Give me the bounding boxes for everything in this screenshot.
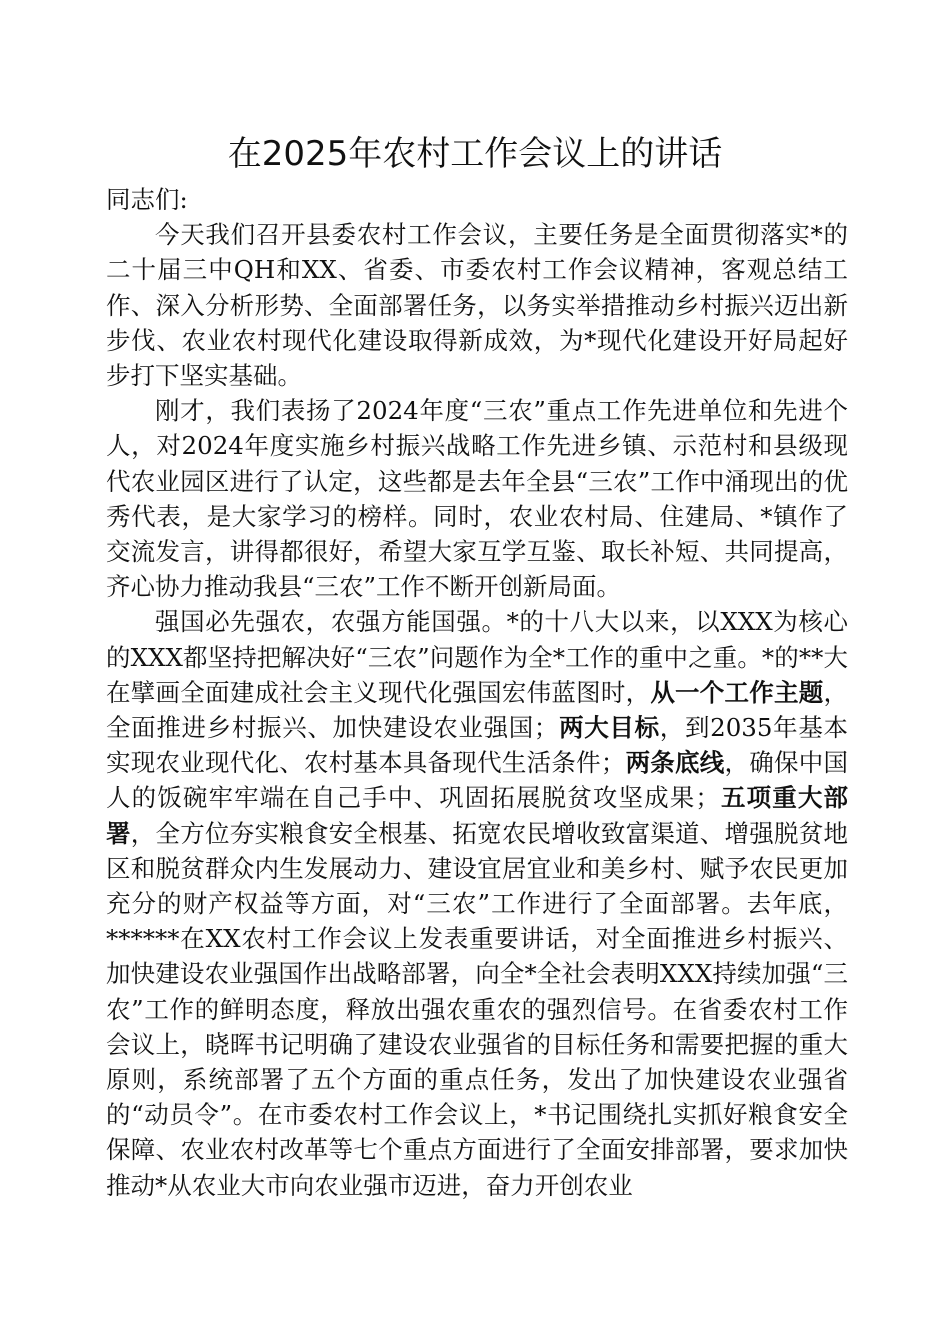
paragraph-text-segment: ，到2035年基本实现农业现代化、农村基本具备现代生活条件；	[106, 713, 848, 778]
bold-phrase-five-deployments: 五项重大部署	[106, 783, 848, 848]
bold-phrase-work-theme: 从一个工作主题	[650, 677, 824, 707]
bold-phrase-two-bottom-lines: 两条底线	[625, 748, 725, 778]
document-body	[106, 176, 848, 1203]
paragraph-opening: 今天我们召开县委农村工作会议，主要任务是全面贯彻落实*的二十届三中QH和XX、省委、市委农村工作会议精神，客观总结工作、深入分析形势、全面部署任务，以务实举措推动乡村振兴迈出新步伐、农业农村现代化建设取得新成效，为*现代化建设开好局起好步打下坚实基础。	[106, 220, 848, 391]
paragraph-text-segment: ，确保中国人的饭碗牢牢端在自己手中、巩固拓展脱贫攻坚成果；	[106, 748, 849, 813]
document-title: 在2025年农村工作会议上的讲话	[227, 134, 723, 174]
paragraph-strong-agriculture	[106, 604, 848, 1202]
greeting: 同志们:	[106, 185, 188, 214]
paragraph-commendation: 刚才，我们表扬了2024年度“三农”重点工作先进单位和先进个人，对2024年度实施乡村振兴战略工作先进乡镇、示范村和县级现代农业园区进行了认定，这些都是去年全县“三农”工作中涌现出的优秀代表，是大家学习的榜样。同时，农业农村局、住建局、*镇作了交流发言，讲得都很好，希望大家互学互鉴、取长补短、共同提高，齐心协力推动我县“三农”工作不断开创新局面。	[106, 396, 848, 602]
bold-phrase-two-goals: 两大目标	[558, 713, 660, 743]
paragraph-text-segment: 强国必先强农，农强方能国强。*的十八大以来，以XXX为核心的XXX都坚持把解决好“三农”问题作为全*工作的重中之重。*的**大在擘画全面建成社会主义现代化强国宏伟蓝图时，	[106, 607, 848, 707]
paragraph-text-segment: ，全面推进乡村振兴、加快建设农业强国；	[106, 677, 849, 743]
paragraph-text-segment: ，全方位夯实粮食安全根基、拓宽农民增收致富渠道、增强脱贫地区和脱贫群众内生发展动力、建设宜居宜业和美乡村、赋予农民更加充分的财产权益等方面，对“三农”工作进行了全面部署。去年底，******在XX农村工作会议上发表重要讲话，对全面推进乡村振兴、加快建设农业强国作出战略部署，向全*全社会表明XXX持续加强“三农”工作的鲜明态度，释放出强农重农的强烈信号。在省委农村工作会议上，晓晖书记明确了建设农业强省的目标任务和需要把握的重大原则，系统部署了五个方面的重点任务，发出了加快建设农业强省的“动员令”。在市委农村工作会议上，*书记围绕扎实抓好粮食安全保障、农业农村改革等七个重点方面进行了全面安排部署，要求加快推动*从农业大市向农业强市迈进，奋力开创农业	[106, 818, 849, 1200]
